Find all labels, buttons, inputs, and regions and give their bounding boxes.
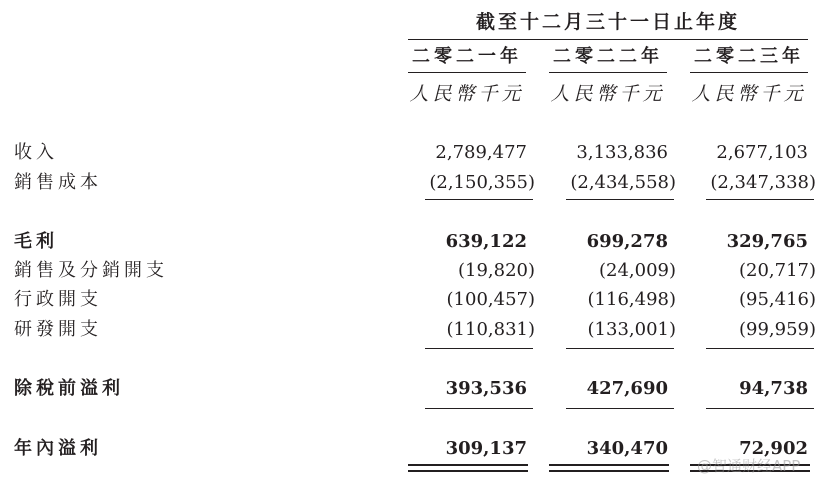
column-unit-2022: 人民幣千元 [550, 83, 666, 105]
cell-gross-profit-2022: 699,278 [586, 231, 668, 252]
header-rule [408, 39, 808, 40]
cell-gross-profit-2021: 639,122 [445, 231, 527, 252]
profit-rule-2021 [425, 408, 533, 409]
cell-administrative-2021: (100,457) [446, 289, 535, 310]
cell-cost-of-sales-2022: (2,434,558) [570, 172, 676, 193]
row-label-cost-of-sales: 銷售成本 [14, 172, 102, 193]
column-rule-2022 [549, 72, 667, 73]
cell-profit-for-year-2022: 340,470 [586, 438, 668, 459]
cell-selling-distribution-2021: (19,820) [457, 260, 535, 281]
cell-rnd-2021: (110,831) [446, 319, 535, 340]
row-label-profit-for-year: 年內溢利 [14, 438, 102, 459]
subtotal-rule-2021 [425, 199, 533, 200]
column-rule-2023 [690, 72, 808, 73]
cell-cost-of-sales-2021: (2,150,355) [429, 172, 535, 193]
subtotal-rule-2022 [566, 199, 674, 200]
profit-rule-2022 [566, 408, 674, 409]
cell-revenue-2022: 3,133,836 [576, 142, 668, 163]
total-double-rule-2021 [408, 464, 528, 472]
cell-rnd-2022: (133,001) [587, 319, 676, 340]
row-label-gross-profit: 毛利 [14, 231, 58, 252]
cell-profit-for-year-2021: 309,137 [445, 438, 527, 459]
row-label-revenue: 收入 [14, 142, 58, 163]
cell-cost-of-sales-2023: (2,347,338) [710, 172, 816, 193]
column-year-2021: 二零二一年 [412, 46, 522, 67]
cell-administrative-2023: (95,416) [738, 289, 816, 310]
cell-profit-before-tax-2023: 94,738 [739, 378, 808, 399]
row-label-selling-distribution: 銷售及分銷開支 [14, 260, 168, 281]
pretax-rule-2021 [425, 348, 533, 349]
period-header: 截至十二月三十一日止年度 [475, 11, 740, 33]
column-unit-2021: 人民幣千元 [409, 83, 525, 105]
row-label-profit-before-tax: 除稅前溢利 [14, 378, 124, 399]
profit-rule-2023 [706, 408, 814, 409]
row-label-administrative: 行政開支 [14, 289, 102, 310]
cell-profit-before-tax-2022: 427,690 [586, 378, 668, 399]
subtotal-rule-2023 [706, 199, 814, 200]
pretax-rule-2023 [706, 348, 814, 349]
cell-administrative-2022: (116,498) [587, 289, 676, 310]
column-year-2022: 二零二二年 [553, 46, 663, 67]
column-rule-2021 [408, 72, 526, 73]
cell-gross-profit-2023: 329,765 [726, 231, 808, 252]
cell-rnd-2023: (99,959) [738, 319, 816, 340]
cell-revenue-2021: 2,789,477 [435, 142, 527, 163]
watermark: @智通财经APP [697, 457, 801, 475]
cell-selling-distribution-2023: (20,717) [738, 260, 816, 281]
cell-selling-distribution-2022: (24,009) [598, 260, 676, 281]
cell-profit-for-year-2023: 72,902 [739, 438, 808, 459]
column-year-2023: 二零二三年 [694, 46, 804, 67]
column-unit-2023: 人民幣千元 [691, 83, 807, 105]
pretax-rule-2022 [566, 348, 674, 349]
cell-profit-before-tax-2021: 393,536 [445, 378, 527, 399]
total-double-rule-2022 [549, 464, 669, 472]
cell-revenue-2023: 2,677,103 [716, 142, 808, 163]
row-label-rnd: 研發開支 [14, 319, 102, 340]
